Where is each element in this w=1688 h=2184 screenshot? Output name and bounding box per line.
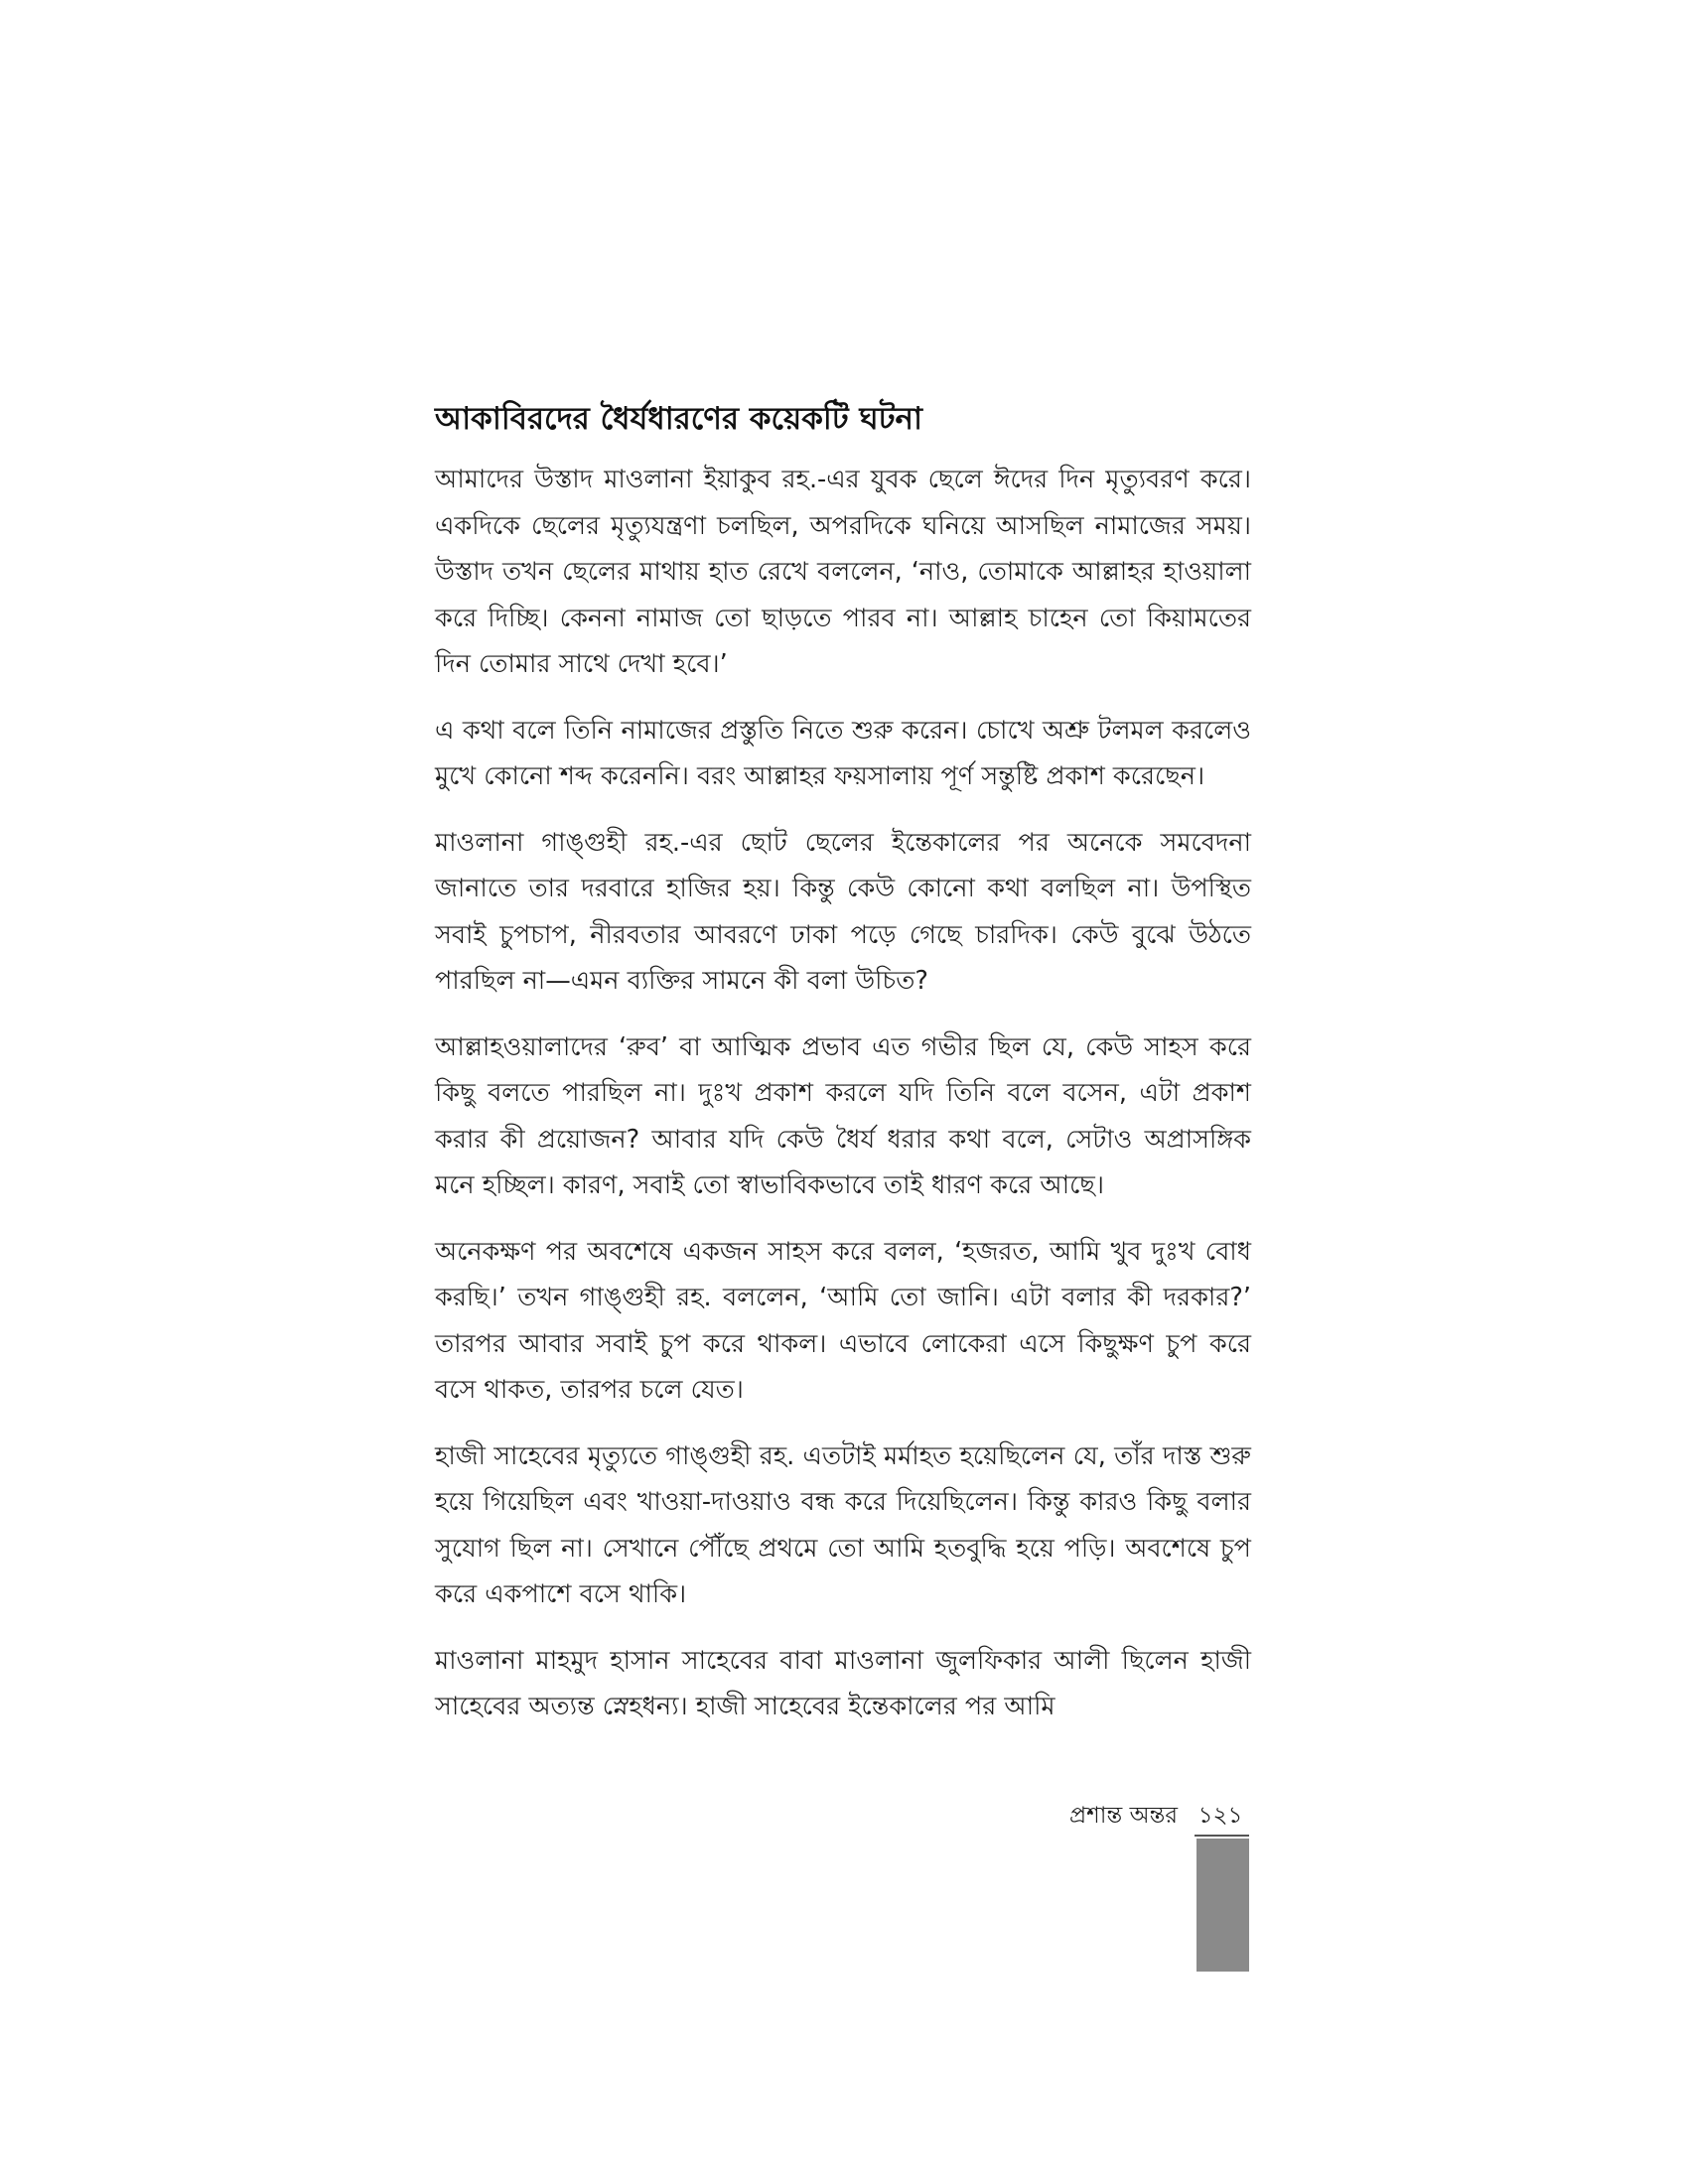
paragraph-5: অনেকক্ষণ পর অবশেষে একজন সাহস করে বলল, ‘হজরত, আমি খুব দুঃখ বোধ করছি।’ তখন গাঙ্গুহী রহ. বললেন, ‘আমি তো জানি। এটা বলার কী দরকার?’ তারপর আবার সবাই চুপ করে থাকল। এভাবে লোকেরা এসে কিছুক্ষণ চুপ করে বসে থাকত, তারপর চলে যেত। (435, 1236, 1251, 1405)
paragraph-6: হাজী সাহেবের মৃত্যুতে গাঙ্গুহী রহ. এতটাই মর্মাহত হয়েছিলেন যে, তাঁর দাস্ত শুরু হয়ে গিয়েছিল এবং খাওয়া-দাওয়াও বন্ধ করে দিয়েছিলেন। কিন্তু কারও কিছু বলার সুযোগ ছিল না। সেখানে পৌঁছে প্রথমে তো আমি হতবুদ্ধি হয়ে পড়ি। অবশেষে চুপ করে একপাশে বসে থাকি। (435, 1440, 1251, 1609)
paragraph-7: মাওলানা মাহমুদ হাসান সাহেবের বাবা মাওলানা জুলফিকার আলী ছিলেন হাজী সাহেবের অত্যন্ত স্নেহধন্য। হাজী সাহেবের ইন্তেকালের পর আমি (435, 1645, 1251, 1721)
page-number-rule (1195, 1835, 1249, 1837)
paragraph-2: এ কথা বলে তিনি নামাজের প্রস্তুতি নিতে শুরু করেন। চোখে অশ্রু টলমল করলেও মুখে কোনো শব্দ করেননি। বরং আল্লাহর ফয়সালায় পূর্ণ সন্তুষ্টি প্রকাশ করেছেন। (435, 715, 1251, 791)
text-block (435, 395, 1251, 1730)
thumb-tab (1196, 1839, 1249, 1972)
running-title: প্রশান্ত অন্তর (1068, 1803, 1178, 1829)
page-footer (1045, 1799, 1251, 1833)
paragraph-3: মাওলানা গাঙ্গুহী রহ.-এর ছোট ছেলের ইন্তেকালের পর অনেকে সমবেদনা জানাতে তার দরবারে হাজির হয়। কিন্তু কেউ কোনো কথা বলছিল না। উপস্থিত সবাই চুপচাপ, নীরবতার আবরণে ঢাকা পড়ে গেছে চারদিক। কেউ বুঝে উঠতে পারছিল না—এমন ব্যক্তির সামনে কী বলা উচিত? (435, 827, 1251, 996)
page-number: ১২১ (1197, 1803, 1243, 1829)
paragraph-4: আল্লাহওয়ালাদের ‘রুব’ বা আত্মিক প্রভাব এত গভীর ছিল যে, কেউ সাহস করে কিছু বলতে পারছিল না। দুঃখ প্রকাশ করলে যদি তিনি বলে বসেন, এটা প্রকাশ করার কী প্রয়োজন? আবার যদি কেউ ধৈর্য ধরার কথা বলে, সেটাও অপ্রাসঙ্গিক মনে হচ্ছিল। কারণ, সবাই তো স্বাভাবিকভাবে তাই ধারণ করে আছে। (435, 1031, 1251, 1200)
section-heading: আকাবিরদের ধৈর্যধারণের কয়েকটি ঘটনা (435, 401, 923, 437)
paragraph-1: আমাদের উস্তাদ মাওলানা ইয়াকুব রহ.-এর যুবক ছেলে ঈদের দিন মৃত্যুবরণ করে। একদিকে ছেলের মৃত্যুযন্ত্রণা চলছিল, অপরদিকে ঘনিয়ে আসছিল নামাজের সময়। উস্তাদ তখন ছেলের মাথায় হাত রেখে বললেন, ‘নাও, তোমাকে আল্লাহর হাওয়ালা করে দিচ্ছি। কেননা নামাজ তো ছাড়তে পারব না। আল্লাহ চাহেন তো কিয়ামতের দিন তোমার সাথে দেখা হবে।’ (435, 465, 1251, 679)
